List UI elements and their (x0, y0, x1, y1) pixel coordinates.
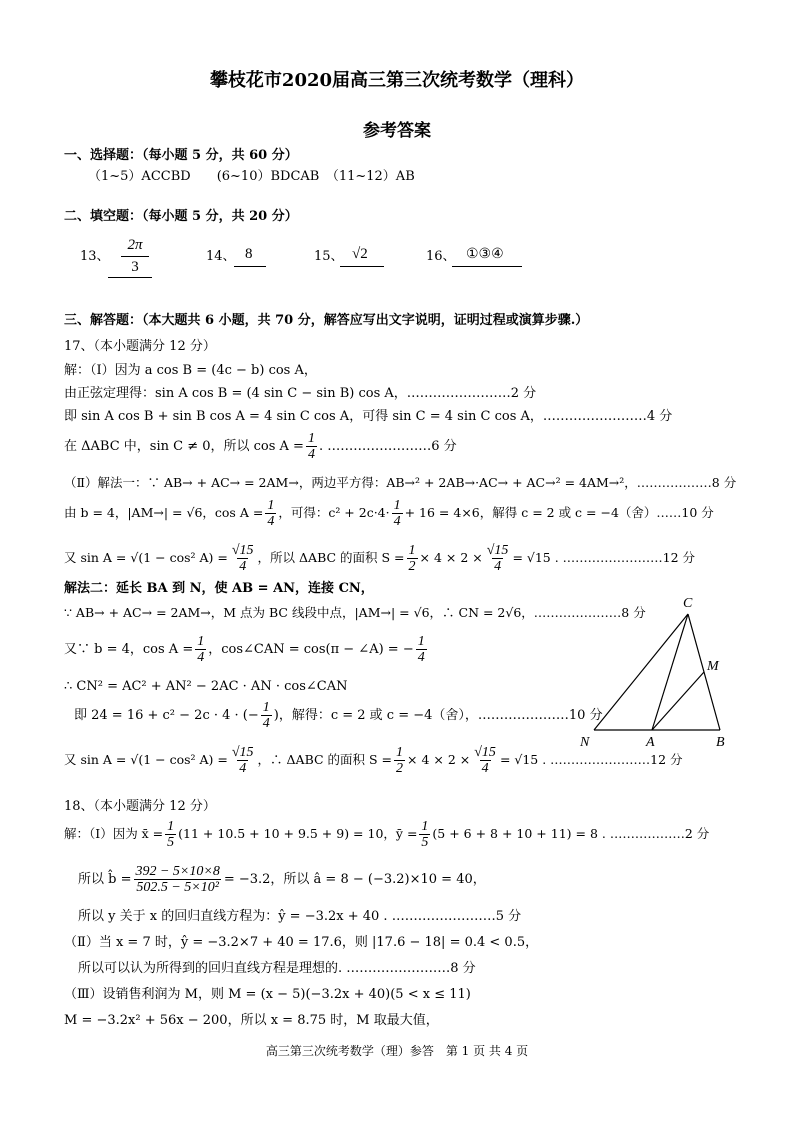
q18-line2-text-b: = −3.2，所以 â = 8 − (−3.2)×10 = 40， (223, 872, 486, 887)
q17-line7 (64, 538, 695, 578)
q17-line10-frac-b-num: 1 (417, 634, 425, 649)
q17-line13-fraction-c (472, 745, 498, 776)
q17-line10 (64, 630, 429, 670)
q17-line13-frac-b-num: 1 (396, 745, 404, 760)
q17-line7-frac-a-den: 4 (239, 559, 247, 574)
q17-line10-frac-a-num: 1 (197, 634, 205, 649)
q17-line6-text-a: 由 b = 4，|AM→| = √6，cos A = (64, 505, 264, 520)
q17-line12-frac-den: 4 (262, 716, 270, 731)
q18-line7: M = −3.2x² + 56x − 200，所以 x = 8.75 时，M 取最大值， (64, 1013, 439, 1028)
q17-line6 (64, 494, 714, 532)
edge-NC (594, 614, 688, 730)
edge-AC (652, 614, 688, 730)
q17-line7-fraction-a (230, 543, 256, 574)
q16-blank-line (452, 266, 522, 267)
q18-line2-fraction (133, 864, 221, 895)
q17-line12 (74, 696, 603, 736)
q17-line6-fraction-a (265, 498, 276, 529)
q17-line7-frac-b-den: 2 (408, 559, 416, 574)
q17-line6-text-b: ，可得：c² + 2c·4· (278, 505, 390, 520)
q17-line7-text-c: × 4 × 2 × (419, 550, 483, 565)
q17-line10-frac-a-den: 4 (197, 650, 205, 665)
q14-answer: 8 (245, 246, 253, 262)
q17-line13-frac-c-num: √15 (474, 745, 496, 760)
q18-header: 18、（本小题满分 12 分） (64, 799, 216, 814)
label-C: C (683, 596, 693, 611)
label-N: N (580, 735, 590, 750)
q17-line12-text-b: )，解得：c = 2 或 c = −4（舍），…………………10 分 (273, 708, 603, 723)
q18-line1 (64, 814, 709, 854)
q17-line4-frac-num: 1 (307, 431, 315, 446)
q17-line13-text-c: × 4 × 2 × (407, 752, 471, 767)
q18-line2-text-a: 所以 b̂ = (78, 872, 132, 887)
q18-line1-frac-a-num: 1 (167, 819, 175, 834)
q18-line1-text-b: (11 + 10.5 + 10 + 9.5 + 9) = 10，ȳ = (178, 826, 418, 841)
q17-line6-frac-b-num: 1 (393, 498, 401, 513)
q15-label: 15、 (314, 249, 344, 264)
page-subtitle: 参考答案 (363, 121, 431, 141)
q17-line2: 由正弦定理得：sin A cos B = (4 sin C − sin B) cos A，……………………2 分 (64, 386, 537, 401)
q18-line1-fraction-b (419, 819, 430, 850)
q13-numerator: 2π (127, 237, 143, 253)
section3-heading: 三、解答题：（本大题共 6 小题，共 70 分，解答应写出文字说明，证明过程或演算步骤.） (64, 313, 589, 328)
q17-line7-fraction-b (407, 543, 418, 574)
q18-line1-fraction-a (165, 819, 176, 850)
q18-line2-frac-den: 502.5 − 5×10² (136, 880, 219, 895)
q17-line13-text-b: ，∴ ΔABC 的面积 S = (257, 752, 393, 767)
q18-line4: （Ⅱ）当 x = 7 时，ŷ = −3.2×7 + 40 = 17.6，则 |17.6 − 18| = 0.4 < 0.5， (64, 935, 539, 950)
q14-blank-line (234, 266, 266, 267)
q17-line4-frac-den: 4 (307, 447, 315, 462)
q17-line6-frac-a-num: 1 (267, 498, 275, 513)
q13-label: 13、 (80, 249, 110, 264)
edge-AM (652, 672, 704, 730)
q17-line4-fraction (306, 431, 317, 462)
section2-heading: 二、填空题：（每小题 5 分，共 20 分） (64, 209, 298, 224)
q17-line3: 即 sin A cos B + sin B cos A = 4 sin C cos A，可得 sin C = 4 sin C cos A，……………………4 分 (64, 409, 673, 424)
q17-line7-frac-c-num: √15 (486, 543, 509, 558)
q17-line13-frac-c-den: 4 (481, 761, 489, 776)
q18-line1-frac-b-den: 5 (421, 835, 429, 850)
q17-line1: 解：（Ⅰ）因为 a cos B = (4c − b) cos A， (64, 363, 317, 378)
triangle-figure (578, 594, 738, 754)
q18-line1-text-c: (5 + 6 + 8 + 10 + 11) = 8 . ………………2 分 (432, 826, 710, 841)
q18-line3: 所以 y 关于 x 的回归直线方程为：ŷ = −3.2x + 40 . ……………………5 分 (78, 909, 522, 924)
page-footer: 高三第三次统考数学（理）参答 第 1 页 共 4 页 (265, 1044, 529, 1058)
q17-line6-frac-a-den: 4 (267, 514, 275, 529)
q13-blank-line (108, 277, 152, 278)
q18-line1-text-a: 解：（Ⅰ）因为 x̄ = (64, 826, 164, 841)
q18-line2 (78, 860, 486, 900)
q17-line6-text-c: + 16 = 4×6，解得 c = 2 或 c = −4（舍）……10 分 (404, 505, 714, 520)
q18-line6: （Ⅲ）设销售利润为 M，则 M = (x − 5)(−3.2x + 40)(5 < x ≤ 11) (64, 987, 471, 1002)
page-title: 攀枝花市2020届高三第三次统考数学（理科） (209, 70, 585, 91)
section1-heading: 一、选择题：（每小题 5 分，共 60 分） (64, 148, 298, 163)
q17-line13-text-a: 又 sin A = √(1 − cos² A) = (64, 752, 228, 767)
q17-line9: ∵ AB→ + AC→ = 2AM→，M 点为 BC 线段中点，|AM→| = √6，∴ CN = 2√6，…………………8 分 (64, 605, 646, 620)
q17-line7-frac-c-den: 4 (494, 559, 502, 574)
q17-line13-frac-a-num: √15 (231, 745, 254, 760)
q17-line12-frac-num: 1 (262, 700, 270, 715)
q13-denominator: 3 (131, 259, 139, 275)
q17-line7-frac-b-num: 1 (408, 543, 416, 558)
label-M: M (707, 659, 719, 674)
q17-line13-frac-a-den: 4 (239, 761, 247, 776)
q17-line12-fraction (261, 700, 272, 731)
q15-blank-line (340, 266, 384, 267)
label-B: B (716, 735, 725, 750)
q18-line5: 所以可以认为所得到的回归直线方程是理想的. ……………………8 分 (78, 961, 476, 976)
q16-label: 16、 (426, 249, 456, 264)
q17-line13-fraction-a (230, 745, 256, 776)
q17-line7-frac-a-num: √15 (231, 543, 254, 558)
label-A: A (646, 735, 655, 750)
q17-line7-text-b: ，所以 ΔABC 的面积 S = (257, 550, 405, 565)
q17-line10-text-a: 又∵ b = 4，cos A = (64, 642, 194, 657)
q17-line7-text-a: 又 sin A = √(1 − cos² A) = (64, 550, 228, 565)
q17-line4-text-b: . ……………………6 分 (318, 439, 457, 454)
q17-line4-text-a: 在 ΔABC 中，sin C ≠ 0，所以 cos A = (64, 439, 304, 454)
q17-line10-fraction-a (195, 634, 206, 665)
q13-fraction-bar (121, 256, 149, 257)
q18-line2-frac-num: 392 − 5×10×8 (135, 864, 220, 879)
q17-line10-fraction-b (416, 634, 427, 665)
q18-line1-frac-a-den: 5 (167, 835, 175, 850)
q15-answer: √2 (352, 246, 368, 262)
q17-line12-text-a: 即 24 = 16 + c² − 2c · 4 · (− (74, 708, 259, 723)
q17-line6-fraction-b (392, 498, 403, 529)
q17-line13-fraction-b (394, 745, 405, 776)
q18-line1-frac-b-num: 1 (421, 819, 429, 834)
q17-line10-text-b: ，cos∠CAN = cos(π − ∠A) = − (208, 642, 414, 657)
q17-line13-text-d: = √15 . ……………………12 分 (499, 752, 683, 767)
q17-line11: ∴ CN² = AC² + AN² − 2AC · AN · cos∠CAN (64, 679, 348, 694)
q17-line7-text-d: = √15 . ……………………12 分 (512, 550, 696, 565)
section1-answers: （1~5）ACCBD (6~10）BDCAB （11~12）AB (88, 169, 415, 184)
q17-line6-frac-b-den: 4 (393, 514, 401, 529)
q16-answer: ①③④ (466, 247, 504, 262)
q17-header: 17、（本小题满分 12 分） (64, 339, 216, 354)
q14-label: 14、 (206, 249, 236, 264)
q17-line5: （Ⅱ）解法一：∵ AB→ + AC→ = 2AM→，两边平方得：AB→² + 2AB→·AC→ + AC→² = 4AM→²，………………8 分 (64, 475, 737, 490)
q17-line13-frac-b-den: 2 (396, 761, 404, 776)
q17-line7-fraction-c (485, 543, 511, 574)
q17-line10-frac-b-den: 4 (417, 650, 425, 665)
q17-line4 (64, 428, 457, 466)
q17-line8: 解法二：延长 BA 到 N，使 AB = AN，连接 CN， (64, 581, 374, 596)
